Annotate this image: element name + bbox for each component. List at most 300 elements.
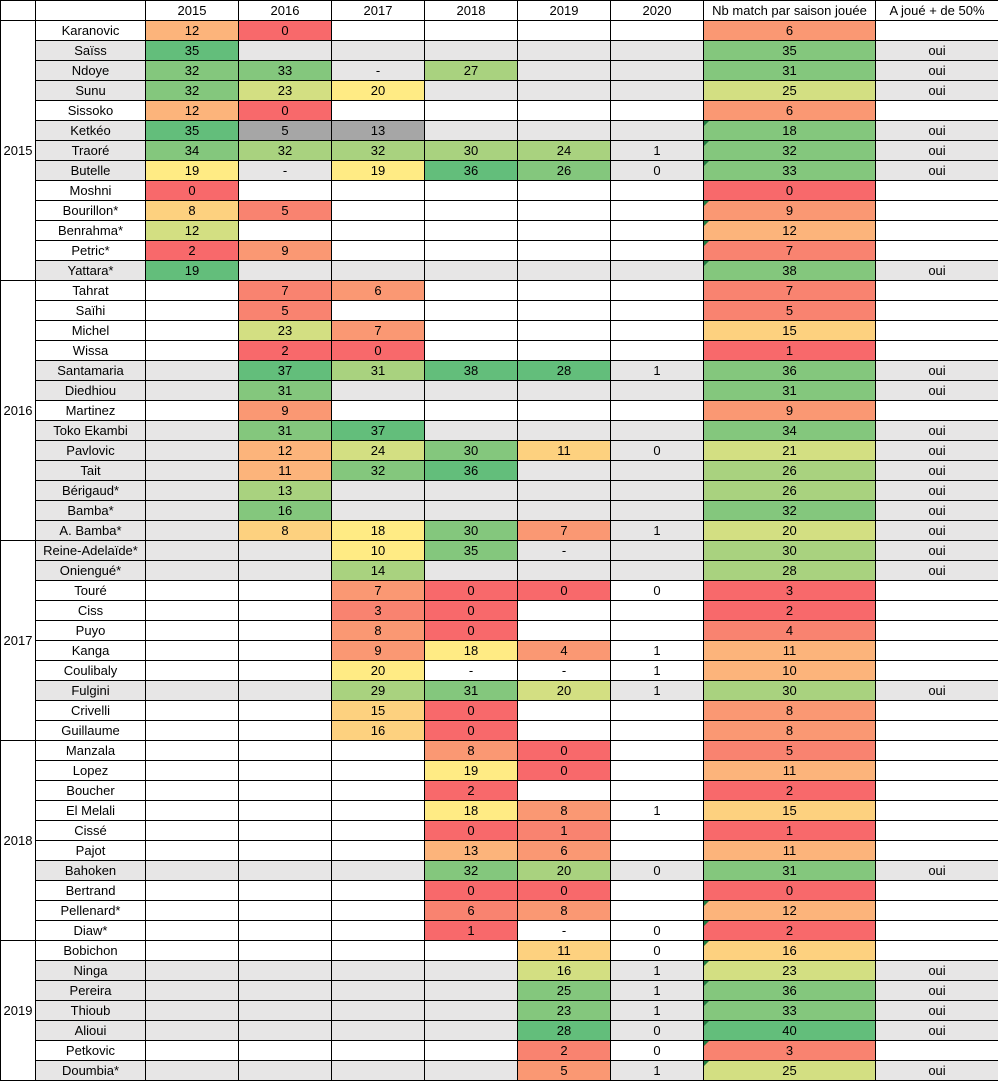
year-group-label: 2017 (1, 541, 36, 741)
played-half-cell (876, 821, 998, 841)
season-2017-header: 2017 (332, 1, 425, 21)
season-matches-cell: 7 (239, 281, 332, 301)
table-row (1, 341, 998, 361)
avg-matches-cell: 16 (704, 941, 876, 961)
season-matches-cell (611, 221, 704, 241)
season-matches-cell (239, 541, 332, 561)
season-matches-cell (425, 561, 518, 581)
avg-matches-cell: 0 (704, 181, 876, 201)
season-matches-cell (146, 441, 239, 461)
player-name: Crivelli (36, 701, 146, 721)
season-matches-cell: 38 (425, 361, 518, 381)
season-matches-cell: 1 (518, 821, 611, 841)
table-row (1, 621, 998, 641)
season-matches-cell: 32 (146, 61, 239, 81)
season-matches-cell (146, 861, 239, 881)
season-matches-cell: 23 (518, 1001, 611, 1021)
year-group-label: 2015 (1, 21, 36, 281)
season-matches-cell (425, 241, 518, 261)
season-matches-cell (146, 921, 239, 941)
season-matches-cell (239, 941, 332, 961)
season-matches-cell (611, 821, 704, 841)
played-half-cell (876, 241, 998, 261)
season-matches-cell: 19 (146, 261, 239, 281)
season-matches-cell (146, 701, 239, 721)
season-matches-cell: 28 (518, 1021, 611, 1041)
player-name: Wissa (36, 341, 146, 361)
played-half-cell (876, 661, 998, 681)
table-row (1, 681, 998, 701)
season-2020-header: 2020 (611, 1, 704, 21)
season-matches-cell: 0 (425, 581, 518, 601)
played-half-cell: oui (876, 41, 998, 61)
avg-matches-cell: 40 (704, 1021, 876, 1041)
played-half-cell (876, 761, 998, 781)
season-matches-cell: 1 (611, 641, 704, 661)
season-matches-cell (332, 21, 425, 41)
season-matches-cell (239, 781, 332, 801)
season-matches-cell (239, 41, 332, 61)
season-matches-cell (425, 121, 518, 141)
table-row (1, 761, 998, 781)
season-matches-cell: 16 (239, 501, 332, 521)
season-matches-cell: 11 (239, 461, 332, 481)
season-matches-cell (146, 481, 239, 501)
table-row (1, 421, 998, 441)
season-matches-cell (239, 601, 332, 621)
season-matches-cell (611, 901, 704, 921)
season-matches-cell (611, 881, 704, 901)
season-matches-cell: 14 (332, 561, 425, 581)
season-matches-cell: 8 (332, 621, 425, 641)
player-name: Coulibaly (36, 661, 146, 681)
season-matches-cell (332, 921, 425, 941)
season-matches-cell: 1 (611, 961, 704, 981)
player-name: Bourillon* (36, 201, 146, 221)
player-name: Reine-Adelaïde* (36, 541, 146, 561)
season-matches-cell (518, 121, 611, 141)
table-row (1, 381, 998, 401)
avg-matches-cell: 38 (704, 261, 876, 281)
season-matches-cell (239, 881, 332, 901)
season-matches-cell: 7 (518, 521, 611, 541)
season-matches-cell: 35 (146, 41, 239, 61)
table-body (1, 21, 998, 1081)
season-matches-cell: 36 (425, 161, 518, 181)
season-matches-cell (332, 1021, 425, 1041)
season-matches-cell (239, 801, 332, 821)
table-row (1, 901, 998, 921)
player-name: Guillaume (36, 721, 146, 741)
player-name: Traoré (36, 141, 146, 161)
played-half-cell: oui (876, 681, 998, 701)
season-matches-cell (239, 821, 332, 841)
season-matches-cell: 3 (332, 601, 425, 621)
played-half-cell: oui (876, 1061, 998, 1081)
season-matches-cell (146, 841, 239, 861)
player-name: Ketkéo (36, 121, 146, 141)
player-name: Alioui (36, 1021, 146, 1041)
table-row (1, 321, 998, 341)
table-row (1, 741, 998, 761)
season-matches-cell (611, 81, 704, 101)
season-matches-cell (239, 1061, 332, 1081)
season-matches-cell (332, 741, 425, 761)
season-matches-cell (518, 481, 611, 501)
season-matches-cell (332, 381, 425, 401)
season-matches-cell (332, 1061, 425, 1081)
player-name: Puyo (36, 621, 146, 641)
season-matches-cell (611, 541, 704, 561)
table-row (1, 141, 998, 161)
season-matches-cell (332, 501, 425, 521)
avg-matches-cell: 32 (704, 141, 876, 161)
player-name: Cissé (36, 821, 146, 841)
season-matches-cell (518, 261, 611, 281)
player-name: Pereira (36, 981, 146, 1001)
season-matches-cell (425, 21, 518, 41)
season-matches-cell: 0 (239, 21, 332, 41)
season-matches-cell: 15 (332, 701, 425, 721)
season-matches-cell (425, 961, 518, 981)
season-matches-cell (332, 901, 425, 921)
season-2018-header: 2018 (425, 1, 518, 21)
season-matches-cell (425, 181, 518, 201)
table-row (1, 601, 998, 621)
season-matches-cell: 2 (146, 241, 239, 261)
player-name: Pavlovic (36, 441, 146, 461)
season-matches-cell: 20 (518, 681, 611, 701)
season-matches-cell (239, 841, 332, 861)
table-row (1, 241, 998, 261)
player-name: Diedhiou (36, 381, 146, 401)
year-group-label: 2018 (1, 741, 36, 941)
season-matches-cell (332, 801, 425, 821)
season-matches-cell (425, 341, 518, 361)
season-matches-cell (146, 821, 239, 841)
season-matches-cell: 0 (611, 161, 704, 181)
season-matches-cell (239, 181, 332, 201)
season-matches-cell: 1 (611, 681, 704, 701)
table-row (1, 1021, 998, 1041)
avg-matches-cell: 1 (704, 341, 876, 361)
season-matches-cell: - (425, 661, 518, 681)
table-row (1, 581, 998, 601)
season-matches-cell (518, 341, 611, 361)
season-matches-cell: 0 (611, 861, 704, 881)
season-matches-cell (611, 101, 704, 121)
season-matches-cell (611, 701, 704, 721)
player-name: Doumbia* (36, 1061, 146, 1081)
table-row (1, 61, 998, 81)
season-matches-cell (611, 301, 704, 321)
avg-matches-cell: 21 (704, 441, 876, 461)
season-matches-cell (332, 101, 425, 121)
season-matches-cell: 0 (611, 441, 704, 461)
season-matches-cell (239, 1001, 332, 1021)
season-matches-cell (332, 821, 425, 841)
season-matches-cell (332, 221, 425, 241)
avg-matches-cell: 34 (704, 421, 876, 441)
player-name: Touré (36, 581, 146, 601)
season-matches-cell (239, 1041, 332, 1061)
season-matches-cell: 0 (611, 1041, 704, 1061)
season-matches-cell (425, 101, 518, 121)
played-half-cell (876, 341, 998, 361)
avg-matches-cell: 33 (704, 161, 876, 181)
season-matches-cell (611, 201, 704, 221)
avg-matches-cell: 9 (704, 401, 876, 421)
season-matches-cell (239, 721, 332, 741)
season-matches-cell: 31 (239, 421, 332, 441)
season-matches-cell (425, 401, 518, 421)
played-half-cell (876, 601, 998, 621)
season-matches-cell: 7 (332, 321, 425, 341)
table-row (1, 881, 998, 901)
played-half-cell: oui (876, 141, 998, 161)
season-matches-cell (332, 781, 425, 801)
season-matches-cell (332, 761, 425, 781)
player-name: Moshni (36, 181, 146, 201)
player-name: Toko Ekambi (36, 421, 146, 441)
season-matches-cell: 1 (611, 981, 704, 1001)
played-half-cell (876, 721, 998, 741)
season-matches-cell: 6 (425, 901, 518, 921)
table-row (1, 221, 998, 241)
table-row (1, 101, 998, 121)
season-matches-cell (239, 701, 332, 721)
played-half-cell: oui (876, 441, 998, 461)
season-matches-cell (611, 121, 704, 141)
player-name: Benrahma* (36, 221, 146, 241)
table-header (1, 1, 998, 21)
season-matches-cell: 30 (425, 521, 518, 541)
season-matches-cell (239, 981, 332, 1001)
season-matches-cell: 32 (146, 81, 239, 101)
avg-matches-cell: 23 (704, 961, 876, 981)
season-matches-cell: 5 (239, 121, 332, 141)
season-matches-cell (425, 1001, 518, 1021)
played-half-cell (876, 201, 998, 221)
played-half-cell (876, 581, 998, 601)
season-matches-cell (611, 481, 704, 501)
season-matches-cell (425, 381, 518, 401)
season-matches-cell (611, 741, 704, 761)
season-matches-cell (518, 281, 611, 301)
season-matches-cell (239, 261, 332, 281)
played-half-cell (876, 641, 998, 661)
season-matches-cell: 27 (425, 61, 518, 81)
avg-matches-cell: 28 (704, 561, 876, 581)
avg-matches-cell: 11 (704, 641, 876, 661)
season-matches-cell: 31 (239, 381, 332, 401)
season-matches-cell (611, 461, 704, 481)
played-half-cell (876, 801, 998, 821)
season-matches-cell (146, 761, 239, 781)
season-matches-cell (518, 421, 611, 441)
played-half-cell: oui (876, 421, 998, 441)
played-half-cell (876, 301, 998, 321)
season-matches-cell (332, 981, 425, 1001)
season-matches-cell: 0 (611, 1021, 704, 1041)
player-name: Bamba* (36, 501, 146, 521)
nb-match-header: Nb match par saison jouée (704, 1, 876, 21)
season-matches-cell: 32 (239, 141, 332, 161)
season-matches-cell (611, 841, 704, 861)
season-matches-cell: 2 (239, 341, 332, 361)
season-matches-cell (332, 881, 425, 901)
year-group-label: 2019 (1, 941, 36, 1081)
player-name: Michel (36, 321, 146, 341)
season-matches-cell: 1 (611, 521, 704, 541)
avg-matches-cell: 2 (704, 921, 876, 941)
season-matches-cell (146, 301, 239, 321)
season-matches-cell (146, 501, 239, 521)
season-matches-cell: 35 (425, 541, 518, 561)
player-name: Ciss (36, 601, 146, 621)
season-matches-cell: 16 (332, 721, 425, 741)
avg-matches-cell: 12 (704, 221, 876, 241)
season-matches-cell (425, 201, 518, 221)
season-matches-cell (146, 1021, 239, 1041)
season-matches-cell: 0 (332, 341, 425, 361)
season-matches-cell (146, 601, 239, 621)
player-name: Pajot (36, 841, 146, 861)
season-matches-cell: 0 (518, 761, 611, 781)
season-matches-cell: - (518, 661, 611, 681)
season-matches-cell (146, 941, 239, 961)
avg-matches-cell: 31 (704, 381, 876, 401)
played-half-cell: oui (876, 1001, 998, 1021)
season-matches-cell (239, 221, 332, 241)
season-matches-cell (146, 641, 239, 661)
season-matches-cell (611, 41, 704, 61)
player-name: Thioub (36, 1001, 146, 1021)
season-matches-cell (239, 761, 332, 781)
season-matches-cell (611, 181, 704, 201)
avg-matches-cell: 3 (704, 581, 876, 601)
season-matches-cell: 0 (239, 101, 332, 121)
season-matches-cell: 19 (146, 161, 239, 181)
season-matches-cell: 13 (239, 481, 332, 501)
player-name: Kanga (36, 641, 146, 661)
season-matches-cell: 36 (425, 461, 518, 481)
avg-matches-cell: 25 (704, 81, 876, 101)
season-matches-cell: 34 (146, 141, 239, 161)
played-half-cell: oui (876, 261, 998, 281)
played-half-cell (876, 101, 998, 121)
season-matches-cell (146, 1001, 239, 1021)
season-matches-cell (146, 341, 239, 361)
season-matches-cell: 16 (518, 961, 611, 981)
season-matches-cell: 1 (611, 661, 704, 681)
season-matches-cell: 8 (518, 801, 611, 821)
season-matches-cell (611, 761, 704, 781)
played-half-cell: oui (876, 541, 998, 561)
season-matches-cell (518, 321, 611, 341)
season-matches-cell (611, 321, 704, 341)
played-half-cell: oui (876, 61, 998, 81)
table-row (1, 281, 998, 301)
season-matches-cell (146, 541, 239, 561)
season-matches-cell: 0 (425, 881, 518, 901)
season-matches-cell (611, 421, 704, 441)
played-half-cell (876, 941, 998, 961)
avg-matches-cell: 2 (704, 601, 876, 621)
avg-matches-cell: 6 (704, 21, 876, 41)
season-matches-cell: 18 (332, 521, 425, 541)
avg-matches-cell: 11 (704, 761, 876, 781)
player-name: Tait (36, 461, 146, 481)
table-row (1, 941, 998, 961)
avg-matches-cell: 15 (704, 801, 876, 821)
season-matches-cell: 6 (518, 841, 611, 861)
season-matches-cell (425, 981, 518, 1001)
season-matches-cell (425, 81, 518, 101)
season-matches-cell (518, 621, 611, 641)
season-matches-cell (146, 1041, 239, 1061)
avg-matches-cell: 31 (704, 61, 876, 81)
season-matches-cell (611, 61, 704, 81)
season-matches-cell: 0 (425, 601, 518, 621)
season-matches-cell (611, 341, 704, 361)
season-matches-cell (425, 301, 518, 321)
played-half-cell: oui (876, 521, 998, 541)
season-matches-cell (332, 941, 425, 961)
played-half-cell: oui (876, 1021, 998, 1041)
season-matches-cell: 23 (239, 81, 332, 101)
season-matches-cell: 13 (425, 841, 518, 861)
season-matches-cell (332, 481, 425, 501)
player-name: Petric* (36, 241, 146, 261)
season-matches-cell: 10 (332, 541, 425, 561)
season-matches-cell: 0 (425, 701, 518, 721)
season-matches-cell (146, 721, 239, 741)
played-half-cell: oui (876, 561, 998, 581)
played-half-cell: oui (876, 501, 998, 521)
season-matches-cell (611, 561, 704, 581)
season-matches-cell (518, 301, 611, 321)
season-matches-cell (611, 21, 704, 41)
avg-matches-cell: 3 (704, 1041, 876, 1061)
season-matches-cell (332, 241, 425, 261)
season-matches-cell (611, 501, 704, 521)
table-row (1, 81, 998, 101)
avg-matches-cell: 30 (704, 541, 876, 561)
player-name: Butelle (36, 161, 146, 181)
season-matches-cell (146, 801, 239, 821)
table-row (1, 661, 998, 681)
season-matches-cell: 12 (146, 221, 239, 241)
player-name: El Melali (36, 801, 146, 821)
season-matches-cell: 32 (425, 861, 518, 881)
season-matches-cell (518, 81, 611, 101)
season-matches-cell (332, 201, 425, 221)
season-matches-cell (518, 241, 611, 261)
season-matches-cell: 24 (332, 441, 425, 461)
season-matches-cell (239, 861, 332, 881)
season-matches-cell: 20 (518, 861, 611, 881)
season-matches-cell: 0 (611, 581, 704, 601)
player-name: Bérigaud* (36, 481, 146, 501)
season-matches-cell (332, 261, 425, 281)
season-matches-cell (518, 461, 611, 481)
season-matches-cell (611, 261, 704, 281)
table-row (1, 841, 998, 861)
table-row (1, 821, 998, 841)
season-matches-cell: - (518, 921, 611, 941)
avg-matches-cell: 26 (704, 481, 876, 501)
